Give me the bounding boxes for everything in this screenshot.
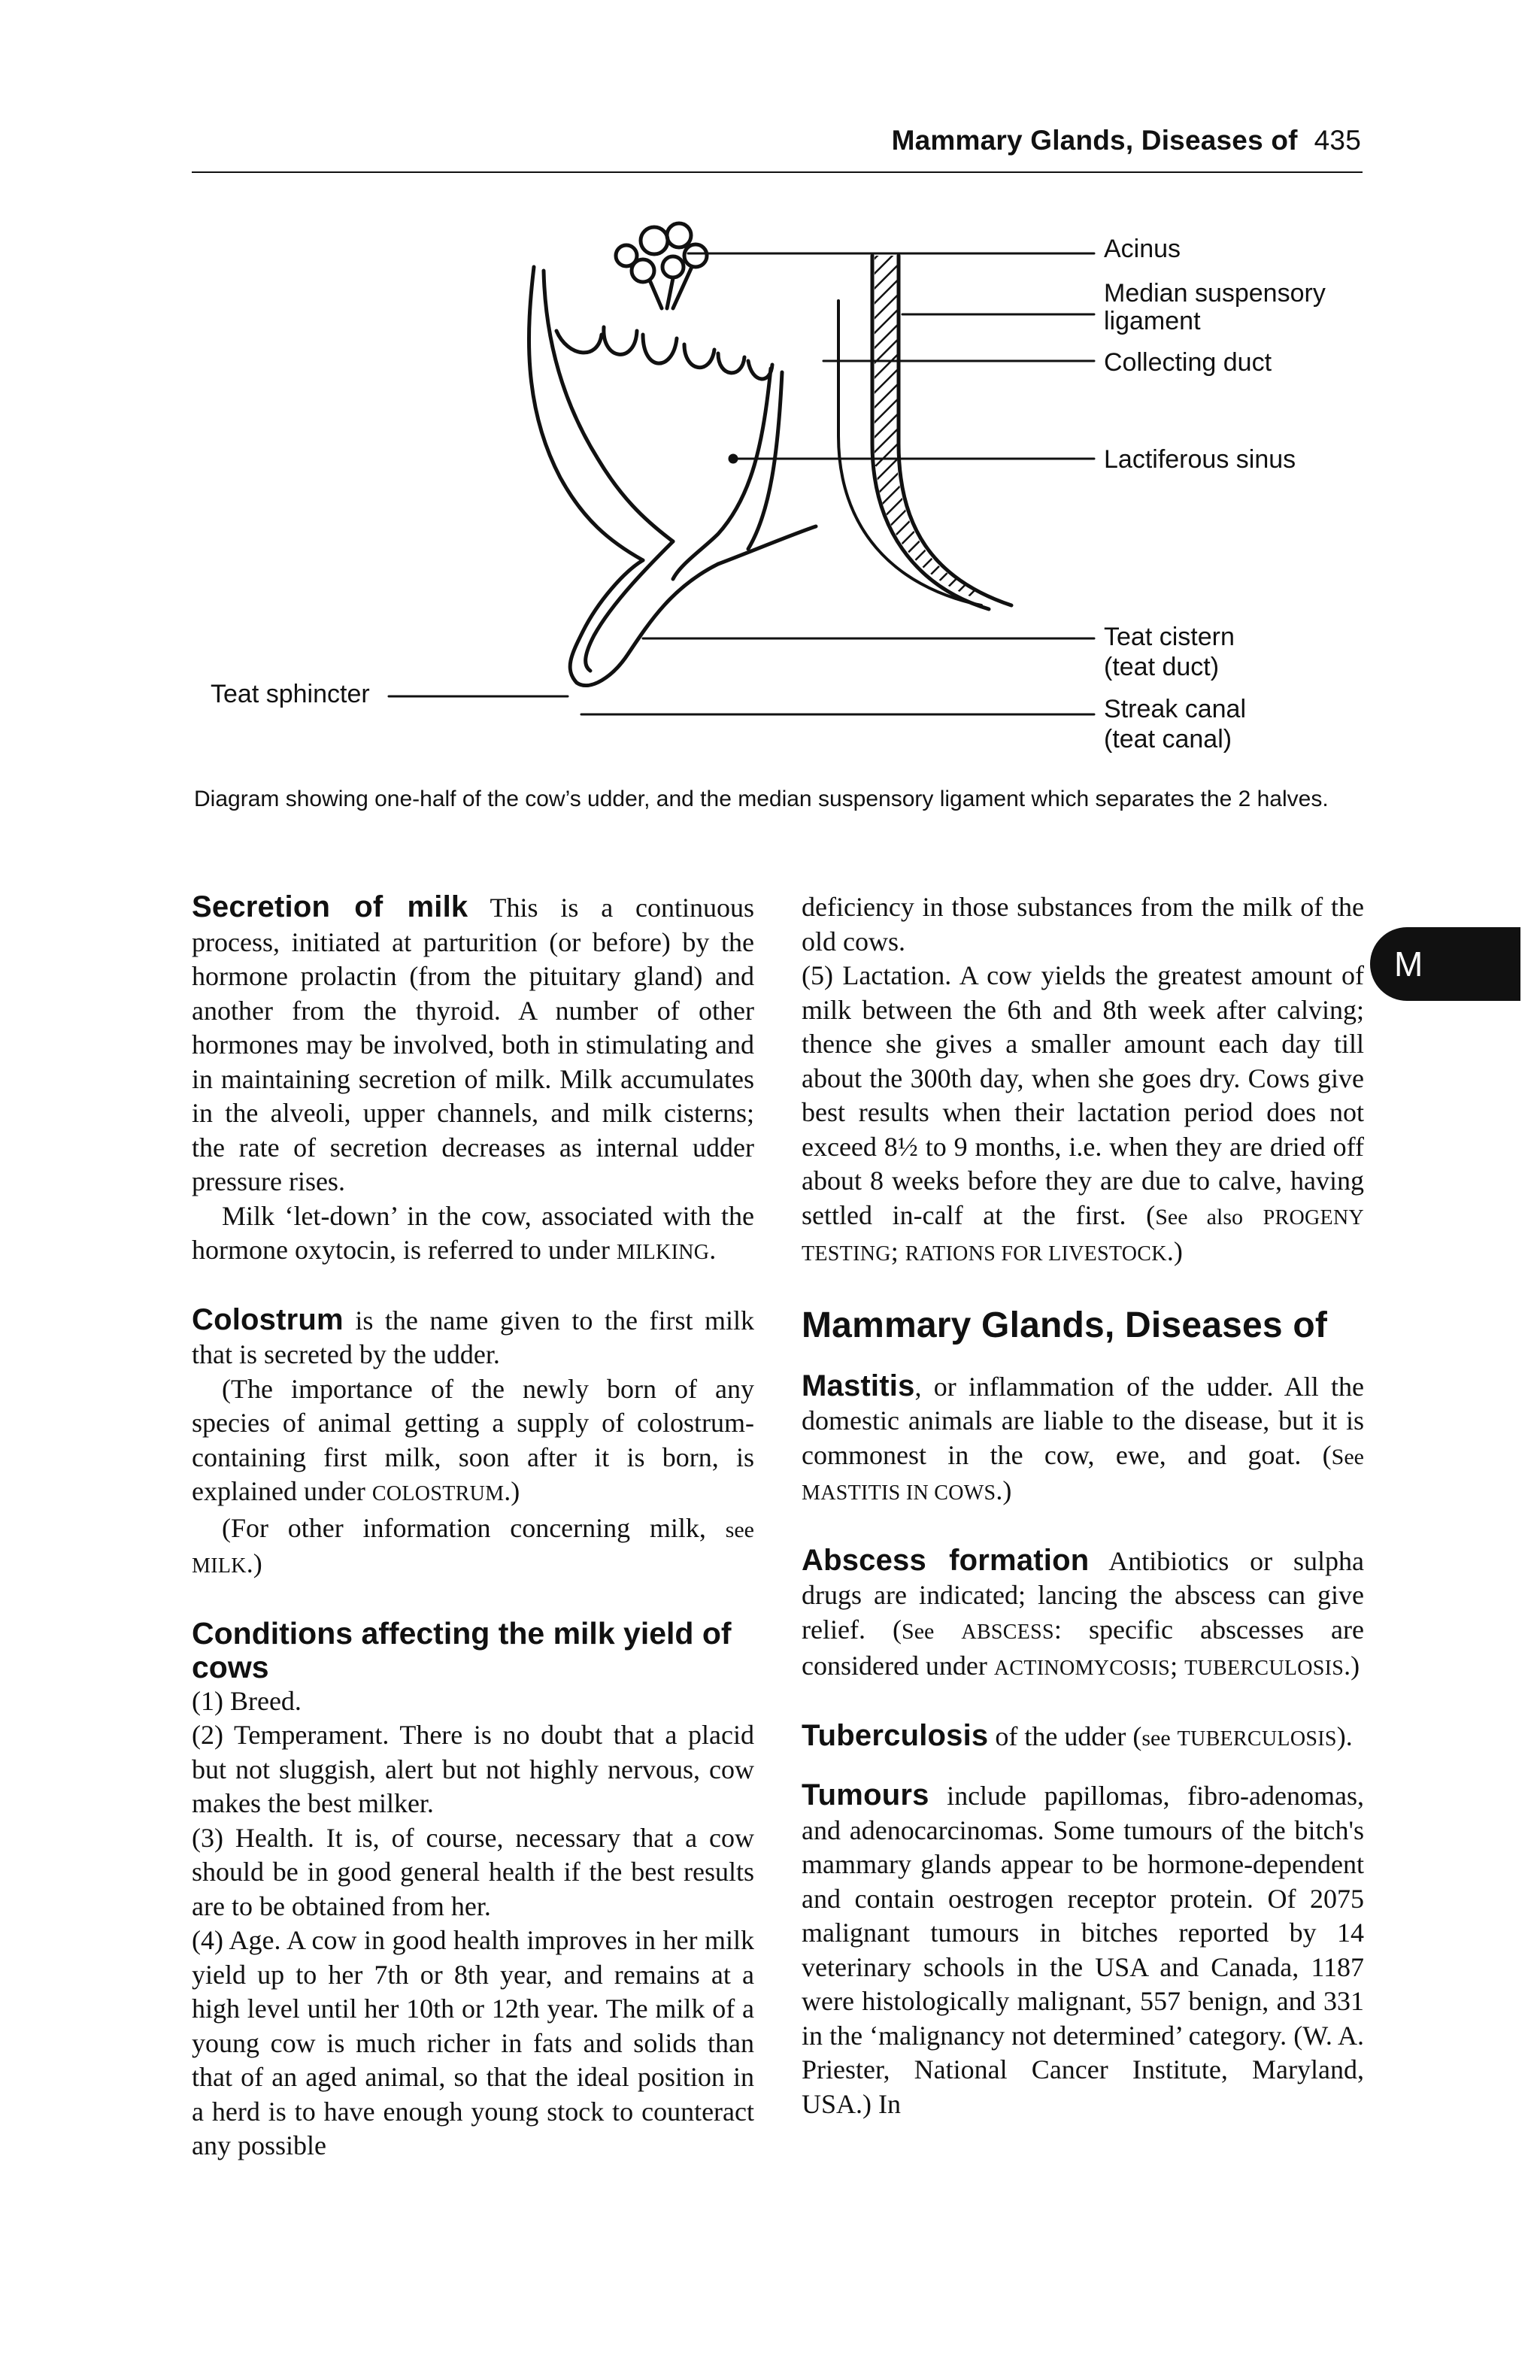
secretion-heading: Secretion of milk [192, 890, 468, 923]
tumours-text: include papillomas, fibro-adenomas, and adenocarcinomas. Some tumours of the bitch's mammary glands appear to be hormone-dependent and contain oestrogen receptor protein. Of 2075 malignant tumours in bitches reported by 14 veterinary schools in the USA and Canada, 1187 were histologically malignant, 557 benign, and 331 in the ‘malignancy not determined’ category. (W. A. Priester, National Cancer Institute, Maryland, USA.) In [802, 1781, 1364, 2119]
milk-info-text: (For other information concerning milk, [222, 1512, 726, 1543]
tuberculosis-paragraph: Tuberculosis of the udder (see TUBERCULOSIS). [802, 1718, 1353, 1752]
label-teat-duct: (teat duct) [1104, 653, 1220, 681]
item-health: (3) Health. It is, of course, necessary that a cow should be in good general health if the best results are to be obtained from her. [192, 1822, 754, 1921]
colostrum-heading: Colostrum [192, 1302, 344, 1336]
abscess-paragraph: Abscess formation Antibiotics or sulpha drugs are indicated; lancing the abscess can give relief. (See ABSCESS: specific abscesses are considered under ACTINOMYCOSIS; TUBERCULOSIS.) [802, 1543, 1364, 1681]
conditions-heading: Conditions affecting the milk yield of cows [192, 1615, 732, 1684]
label-ligament: ligament [1104, 307, 1201, 335]
tuberculosis-text: of the udder ( [988, 1721, 1142, 1751]
deficiency-continuation: deficiency in those substances from the milk of the old cows. [802, 892, 1364, 957]
see-label: see [725, 1517, 754, 1542]
item-temperament: (2) Temperament. There is no doubt that a placid but not sluggish, alert but not highly nervous, cow makes the best milker. [192, 1720, 754, 1818]
lactation-text: (5) Lactation. A cow yields the greatest amount of milk between the 6th and 8th week after calving; thence she gives a smaller amount each day till about the 300th day, when she goes dry. Cows give best results when their lactation period does not exceed 8½ to 9 months, i.e. when they are dried off about 8 weeks before they are due to calve, having settled in-calf at the first. ( [802, 960, 1364, 1230]
xref-actinomycosis[interactable]: ACTINOMYCOSIS [993, 1657, 1171, 1680]
label-teat-cistern: Teat cistern [1104, 623, 1235, 651]
section-thumb-tab: M [1370, 927, 1520, 1001]
tumours-paragraph [802, 1778, 1364, 2121]
colostrum-importance-text: (The importance of the newly born of any species of animal getting a supply of colostrum-containing first milk, soon after it is born, is explained under [192, 1373, 754, 1506]
xref-abscess[interactable]: ABSCESS [961, 1620, 1054, 1644]
abscess-heading: Abscess formation [802, 1543, 1090, 1577]
xref-progeny-testing[interactable]: PROGENY TESTING [802, 1205, 1365, 1266]
mastitis-text: , or inflammation of the udder. All the domestic animals are liable to the disease, but it is commonest in the cow, ewe, and goat. ( [802, 1371, 1364, 1470]
xref-tuberculosis-2[interactable]: TUBERCULOSIS [1177, 1727, 1337, 1751]
label-teat-sphincter: Teat sphincter [211, 680, 370, 708]
item-lactation: (5) Lactation. A cow yields the greatest amount of milk between the 6th and 8th week after calving; thence she gives a smaller amount each day till about the 300th day, when she goes dry. Cows give best results when their lactation period does not exceed 8½ to 9 months, i.e. when they are dried off about 8 weeks before they are due to calve, having settled in-calf at the first. (See also PROGENY TESTING; RATIONS FOR LIVESTOCK.) [802, 960, 1365, 1266]
label-teat-canal: (teat canal) [1104, 725, 1232, 753]
xref-milk[interactable]: MILK [192, 1554, 247, 1578]
see-label: see [1141, 1725, 1171, 1751]
colostrum-text: is the name given to the first milk that is secreted by the udder. [192, 1305, 754, 1369]
tumours-heading: Tumours [802, 1778, 929, 1812]
secretion-text: This is a continuous process, initiated at parturition (or before) by the hormone prolactin (from the pituitary gland) and another from the thyroid. A number of other hormones may be involved, both in stimulating and in maintaining secretion of milk. Milk accumulates in the alveoli, upper channels, and milk cisterns; the rate of secretion decreases as internal udder pressure rises. [192, 893, 754, 1196]
abscess-text-2: : specific abscesses are considered under [802, 1614, 1364, 1681]
page-number: 435 [1314, 125, 1361, 156]
label-lactiferous-sinus: Lactiferous sinus [1104, 445, 1296, 474]
see-label: See [902, 1618, 935, 1644]
label-streak-canal: Streak canal [1104, 695, 1246, 723]
main-entry-heading: Mammary Glands, Diseases of [802, 1305, 1328, 1345]
spacer [802, 1756, 1364, 1778]
see-also-label: See also [1155, 1204, 1243, 1229]
spacer [802, 1511, 1364, 1544]
see-label: See [1331, 1444, 1364, 1469]
letdown-text: Milk ‘let-down’ in the cow, associated with the hormone oxytocin, is referred to under [192, 1200, 754, 1265]
label-collecting-duct: Collecting duct [1104, 348, 1272, 377]
tuberculosis-heading: Tuberculosis [802, 1718, 989, 1752]
xref-milking[interactable]: MILKING [616, 1241, 710, 1264]
header-rule [192, 171, 1363, 173]
colostrum-importance-paragraph: (The importance of the newly born of any species of animal getting a supply of colostrum-containing first milk, soon after it is born, is explained under COLOSTRUM.) [192, 1373, 754, 1506]
secretion-paragraph [192, 890, 754, 1199]
xref-colostrum[interactable]: COLOSTRUM [371, 1482, 505, 1505]
label-median-suspensory: Median suspensory [1104, 279, 1326, 308]
spacer [192, 1270, 754, 1303]
running-header [192, 125, 1361, 156]
colostrum-paragraph [192, 1303, 754, 1372]
udder-diagram [192, 211, 1363, 767]
spacer [802, 1347, 1364, 1369]
mastitis-paragraph: Mastitis, or inflammation of the udder. All the domestic animals are liable to the disease, but it is commonest in the cow, ewe, and goat. (See MASTITIS IN COWS.) [802, 1369, 1364, 1505]
xref-tuberculosis[interactable]: TUBERCULOSIS [1184, 1657, 1344, 1680]
spacer [802, 1272, 1364, 1305]
figure-caption: Diagram showing one-half of the cow’s udder, and the median suspensory ligament which separates the 2 halves. [194, 787, 1329, 811]
spacer [192, 1584, 754, 1617]
xref-mastitis-in-cows[interactable]: MASTITIS IN COWS [802, 1481, 996, 1505]
right-column [802, 890, 1364, 2121]
header-title: Mammary Glands, Diseases of [891, 125, 1298, 156]
mastitis-heading: Mastitis [802, 1369, 915, 1402]
letdown-paragraph: Milk ‘let-down’ in the cow, associated with the hormone oxytocin, is referred to under MILKING. [192, 1200, 754, 1265]
left-column [192, 890, 754, 2163]
milk-info-paragraph: (For other information concerning milk, see MILK.) [192, 1512, 754, 1578]
item-age: (4) Age. A cow in good health improves in her milk yield up to her 7th or 8th year, and remains at a high level until her 10th or 12th year. The milk of a young cow is much richer in fats and solids than that of an aged animal, so that the ideal position in a herd is to have enough young stock to counteract any possible [192, 1925, 754, 2160]
xref-rations-for-livestock[interactable]: RATIONS FOR LIVESTOCK [905, 1242, 1167, 1266]
label-acinus: Acinus [1104, 235, 1181, 263]
spacer [802, 1686, 1364, 1719]
abscess-text: Antibiotics or sulpha drugs are indicated; lancing the abscess can give relief. ( [802, 1545, 1364, 1645]
item-breed: (1) Breed. [192, 1685, 302, 1716]
